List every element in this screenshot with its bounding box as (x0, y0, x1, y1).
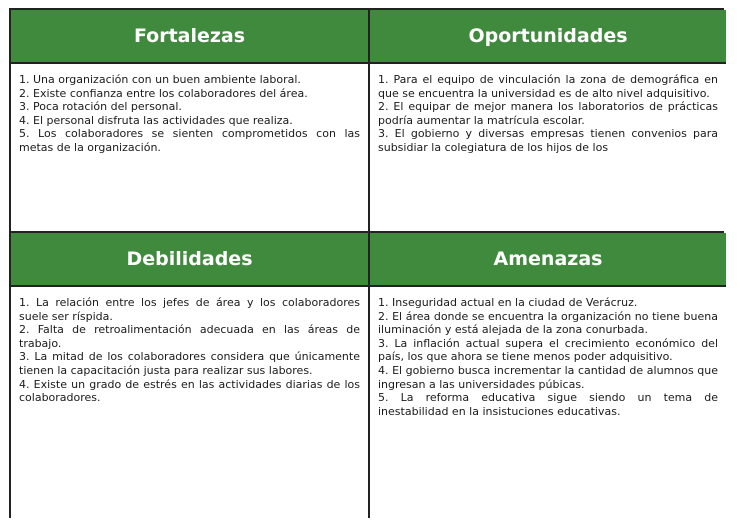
list-item: 4. El personal disfruta las actividades que realiza. (19, 113, 293, 127)
quadrant-body (370, 64, 726, 161)
swot-matrix (9, 8, 724, 518)
list-item: 3. El gobierno y diversas empresas tienen convenios para subsidiar la colegiatura de los hijos de los (378, 127, 718, 154)
list-item: 4. Existe un grado de estrés en las actividades diarias de los colaboradores. (19, 377, 360, 405)
list-item: 3. La inflación actual supera el crecimiento económico del país, los que ahora se tiene menos poder adquisitivo. (378, 336, 718, 364)
quadrant-title: Oportunidades (370, 10, 726, 64)
quadrant-debilidades (11, 233, 368, 520)
quadrant-amenazas (370, 233, 726, 520)
list-item: 4. El gobierno busca incrementar la cantidad de alumnos que ingresan a las universidades púbicas. (378, 363, 718, 391)
list-item: 3. La mitad de los colaboradores considera que únicamente tienen la capacitación justa para realizar sus labores. (19, 350, 360, 377)
list-item: 1. Una organización con un buen ambiente laboral. (19, 73, 301, 86)
list-item: 2. Falta de retroalimentación adecuada en las áreas de trabajo. (19, 323, 360, 350)
quadrant-title: Fortalezas (11, 10, 368, 64)
quadrant-body (11, 287, 368, 411)
quadrant-oportunidades (370, 10, 726, 231)
quadrant-fortalezas (11, 10, 368, 231)
quadrant-title: Debilidades (11, 233, 368, 287)
list-item: 1. Para el equipo de vinculación la zona de demográfica en que se encuentra la universidad es de alto nivel adquisitivo. (378, 73, 718, 100)
quadrant-body (370, 287, 726, 424)
list-item: 2. El equipar de mejor manera los laboratorios de prácticas podría aumentar la matrícula escolar. (378, 100, 718, 127)
list-item: 3. Poca rotación del personal. (19, 100, 182, 114)
list-item: 2. El área donde se encuentra la organización no tiene buena iluminación y está alejada de la zona conurbada. (378, 309, 718, 337)
list-item: 5. La reforma educativa sigue siendo un tema de inestabilidad en la insistuciones educativas. (378, 391, 718, 418)
list-item: 1. La relación entre los jefes de área y los colaboradores suele ser ríspida. (19, 296, 360, 323)
quadrant-title: Amenazas (370, 233, 726, 287)
list-item: 1. Inseguridad actual en la ciudad de Verácruz. (378, 296, 638, 309)
quadrant-body (11, 64, 368, 161)
list-item: 5. Los colaboradores se sienten comprometidos con las metas de la organización. (19, 127, 360, 154)
list-item: 2. Existe confianza entre los colaboradores del área. (19, 86, 308, 100)
